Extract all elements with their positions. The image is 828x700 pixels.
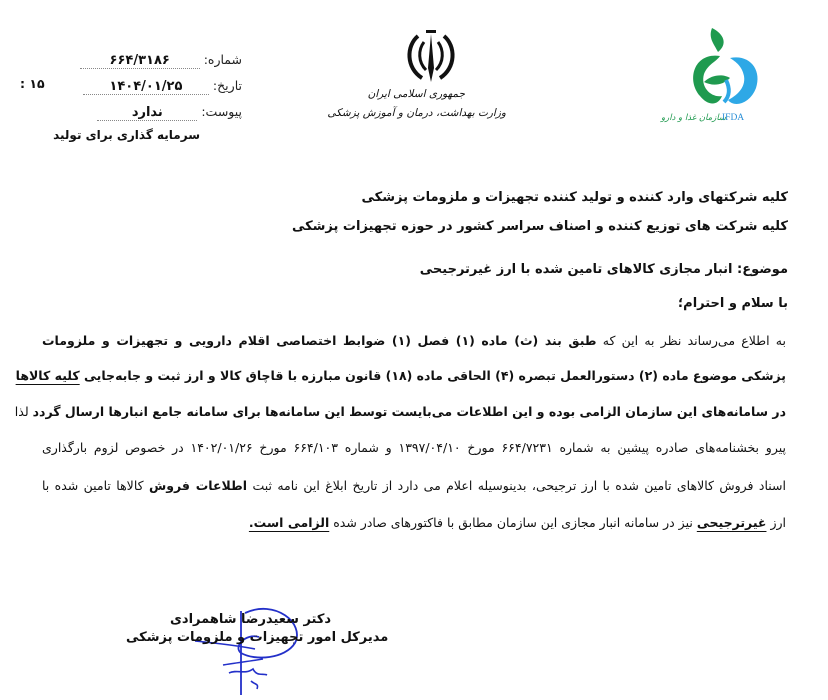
- body-line-4: [42, 440, 786, 455]
- body-text: لذا: [14, 404, 33, 419]
- letter-date-label: تاریخ:: [212, 78, 242, 93]
- body-text-bold: پزشکی موضوع ماده (۲) دستورالعمل تبصره (۴) الحاقی ماده (۱۸) قانون مبارزه با قاچاق کالا و ارز ثبت و جابه‌جایی: [79, 368, 786, 383]
- emblem-caption-ministry: وزارت بهداشت، درمان و آموزش پزشکی: [327, 107, 506, 119]
- body-line-1: [42, 333, 786, 348]
- signatory-title: مدیرکل امور تجهیزات و ملزومات پزشکی: [126, 630, 389, 645]
- attachment-row: [93, 104, 242, 121]
- attachment-value: ندارد: [97, 105, 197, 121]
- body-text: به اطلاع می‌رساند نظر به این که: [596, 333, 786, 348]
- subject-line: موضوع: انبار مجازی کالاهای تامین شده با ارز غیرترجیحی: [419, 262, 788, 277]
- body-text: ارز: [766, 515, 786, 530]
- slogan: سرمایه گذاری برای تولید: [53, 128, 200, 142]
- body-text: کالاها تامین شده با: [42, 478, 149, 493]
- signatory-name: دکتر سعیدرضا شاهمرادی: [170, 612, 332, 627]
- letter-date-value: ۱۴۰۴/۰۱/۲۵: [83, 79, 209, 95]
- greeting: با سلام و احترام؛: [677, 296, 788, 311]
- body-text-bold: طبق بند (ث) ماده (۱) فصل (۱) ضوابط اختصاصی اقلام دارویی و تجهیزات و ملزومات: [42, 333, 597, 348]
- letter-number-value: ۶۶۴/۳۱۸۶: [80, 53, 200, 69]
- body-line-3: [14, 404, 786, 419]
- recipient-line-1: کلیه شرکتهای وارد کننده و تولید کننده تجهیزات و ملزومات پزشکی: [361, 190, 788, 205]
- body-text-underlined: غیرترجیحی: [696, 515, 767, 530]
- ifda-name-en: IFDA: [722, 113, 745, 123]
- body-line-6: [42, 515, 786, 530]
- letter-time: : ۱۵: [20, 76, 45, 91]
- ifda-name-fa: سازمان غذا و دارو: [661, 113, 727, 123]
- body-text-underlined: کلیه کالاها: [15, 368, 80, 383]
- body-line-2: [15, 368, 786, 383]
- body-text: اسناد فروش کالاهای تامین شده با ارز ترجیحی، بدینوسیله اعلام می دارد از تاریخ ابلاغ این نامه ثبت: [247, 478, 786, 493]
- body-line-5: [42, 478, 786, 493]
- body-text-underlined: الزامی است.: [248, 515, 330, 530]
- body-text-bold: در سامانه‌های این سازمان الزامی بوده و این اطلاعات می‌بایست توسط این سامانه‌ها برای سامانه جامع انبارها ارسال گردد: [32, 404, 786, 419]
- body-text: نیز در سامانه انبار مجازی این سازمان مطابق با فاکتورهای صادر شده: [329, 515, 697, 530]
- body-text: پیرو بخشنامه‌های صادره پیشین به شماره ۶۶۴/۷۲۳۱ مورخ ۱۳۹۷/۰۴/۱۰ و شماره ۶۶۴/۱۰۳ مورخ ۱۴۰۲/۰۱/۲۶ در خصوص لزوم بارگذاری: [42, 440, 786, 455]
- attachment-label: پیوست:: [201, 104, 242, 119]
- letter-date-row: [79, 78, 242, 95]
- emblem-caption-country: جمهوری اسلامی ایران: [367, 88, 465, 100]
- ifda-logo-icon: [684, 26, 764, 116]
- letter-number-label: شماره:: [203, 52, 242, 67]
- iran-emblem-icon: [404, 28, 458, 84]
- recipient-line-2: کلیه شرکت های توزیع کننده و اصناف سراسر کشور در حوزه تجهیزات پزشکی: [291, 219, 788, 234]
- letter-number-row: [76, 52, 242, 69]
- body-text-bold: اطلاعات فروش: [148, 478, 248, 493]
